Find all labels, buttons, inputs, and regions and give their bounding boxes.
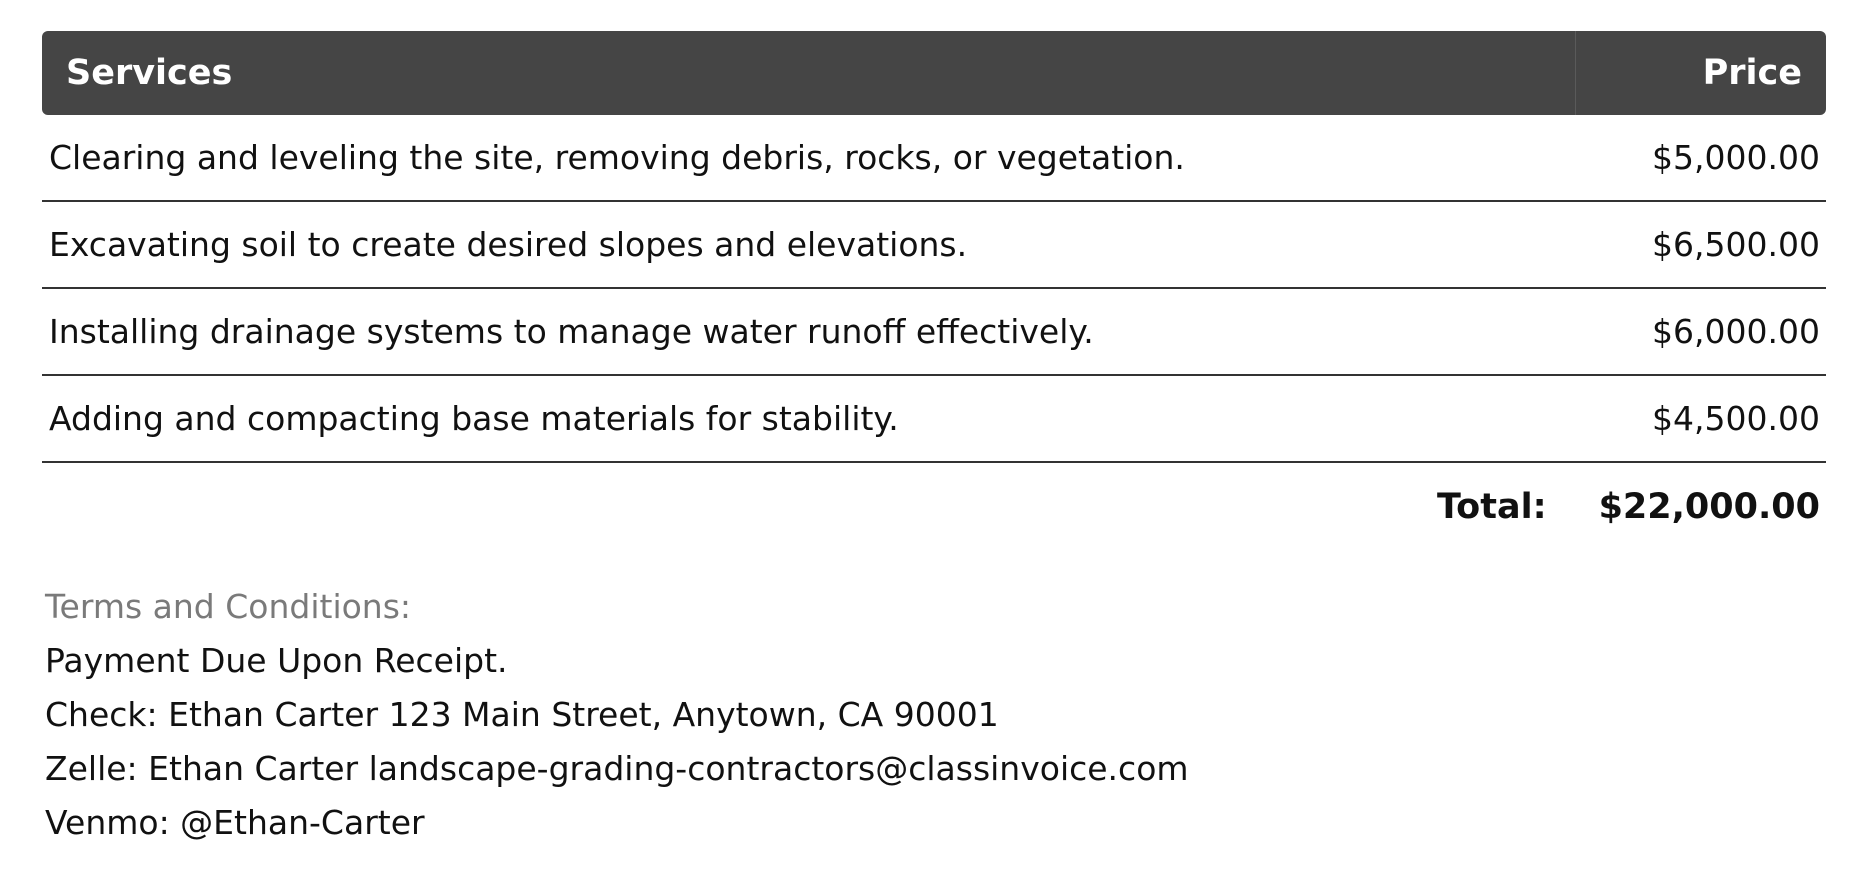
services-column-header: Services bbox=[42, 31, 1576, 115]
terms-title: Terms and Conditions: bbox=[45, 587, 412, 626]
terms-zelle-line: Zelle: Ethan Carter landscape-grading-contractors@classinvoice.com bbox=[45, 749, 1189, 788]
terms-check-line: Check: Ethan Carter 123 Main Street, Anytown, CA 90001 bbox=[45, 695, 999, 734]
terms-venmo-line: Venmo: @Ethan-Carter bbox=[45, 803, 425, 842]
total-row bbox=[42, 463, 1826, 550]
terms-payment-line: Payment Due Upon Receipt. bbox=[45, 641, 508, 680]
invoice-table bbox=[42, 31, 1826, 550]
service-price: $4,500.00 bbox=[1652, 399, 1820, 438]
table-row bbox=[42, 202, 1826, 289]
service-description: Installing drainage systems to manage water runoff effectively. bbox=[49, 312, 1094, 351]
total-label: Total: bbox=[1436, 486, 1547, 527]
total-value: $22,000.00 bbox=[1598, 486, 1820, 527]
service-price: $5,000.00 bbox=[1652, 138, 1820, 177]
service-price: $6,500.00 bbox=[1652, 225, 1820, 264]
service-price: $6,000.00 bbox=[1652, 312, 1820, 351]
service-description: Excavating soil to create desired slopes and elevations. bbox=[49, 225, 968, 264]
price-column-header: Price bbox=[1702, 53, 1802, 93]
table-row bbox=[42, 115, 1826, 202]
terms-section bbox=[45, 580, 1189, 850]
service-description: Adding and compacting base materials for stability. bbox=[49, 399, 899, 438]
service-description: Clearing and leveling the site, removing debris, rocks, or vegetation. bbox=[49, 138, 1185, 177]
table-row bbox=[42, 289, 1826, 376]
table-row bbox=[42, 376, 1826, 463]
table-header bbox=[42, 31, 1826, 115]
